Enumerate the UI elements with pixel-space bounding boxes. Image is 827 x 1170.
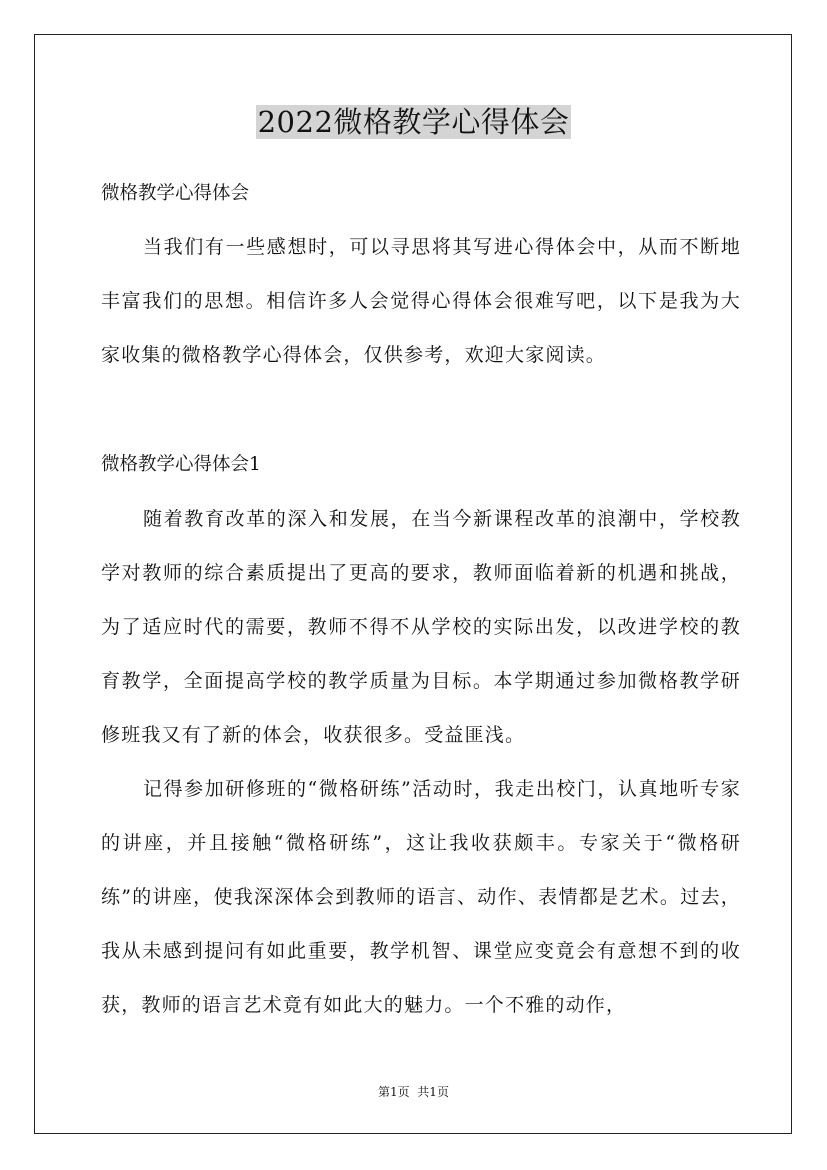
document-title-text: 2022微格教学心得体会 bbox=[257, 105, 570, 139]
intro-paragraph: 当我们有一些感想时，可以寻思将其写进心得体会中，从而不断地丰富我们的思想。相信许多人会觉得心得体会很难写吧，以下是我为大家收集的微格教学心得体会，仅供参考，欢迎大家阅读。 bbox=[101, 236, 741, 366]
page-footer: 第1页 共1页 bbox=[378, 1085, 449, 1099]
document-title bbox=[0, 100, 827, 144]
document-subtitle: 微格教学心得体会 bbox=[101, 183, 250, 204]
section-heading: 微格教学心得体会1 bbox=[101, 454, 261, 475]
body-paragraph-2: 记得参加研修班的“微格研练”活动时，我走出校门，认真地听专家的讲座，并且接触“微格研练”，这让我收获颇丰。专家关于“微格研练”的讲座，使我深深体会到教师的语言、动作、表情都是艺术。过去，我从未感到提问有如此重要，教学机智、课堂应变竟会有意想不到的收获，教师的语言艺术竟有如此大的魅力。一个不雅的动作， bbox=[101, 778, 741, 1016]
body-paragraph-1: 随着教育改革的深入和发展，在当今新课程改革的浪潮中，学校教学对教师的综合素质提出了更高的要求，教师面临着新的机遇和挑战，为了适应时代的需要，教师不得不从学校的实际出发，以改进学校的教育教学，全面提高学校的教学质量为目标。本学期通过参加微格教学研修班我又有了新的体会，收获很多。受益匪浅。 bbox=[101, 508, 741, 746]
